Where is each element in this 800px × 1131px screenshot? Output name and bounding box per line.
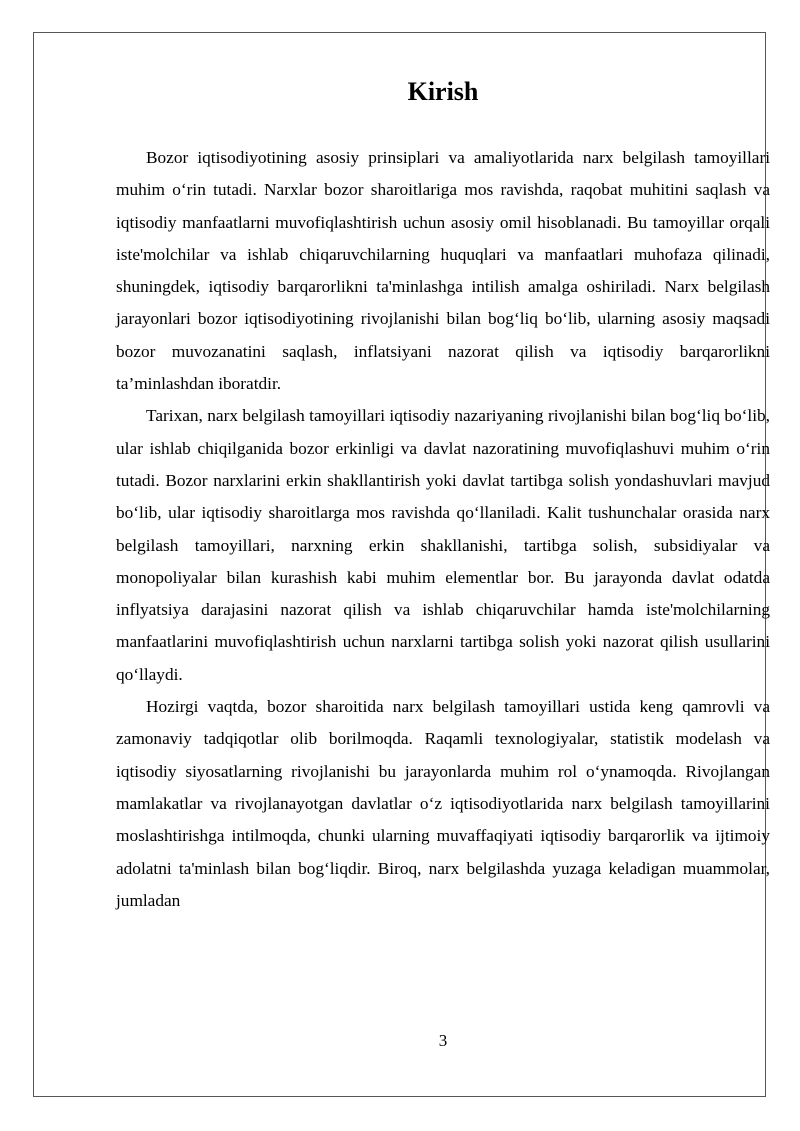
paragraph-3: Hozirgi vaqtda, bozor sharoitida narx belgilash tamoyillari ustida keng qamrovli va zamonaviy tadqiqotlar olib borilmoqda. Raqamli texnologiyalar, statistik modelash va iqtisodiy siyosatlarning rivojlanishi bu jarayonlarda muhim rol o‘ynamoqda. Rivojlangan mamlakatlar va rivojlanayotgan davlatlar o‘z iqtisodiyotlarida narx belgilash tamoyillarini moslashtirishga intilmoqda, chunki ularning muvaffaqiyati iqtisodiy barqarorlik va ijtimoiy adolatni ta'minlash bilan bog‘liqdir. Biroq, narx belgilashda yuzaga keladigan muammolar, jumladan (116, 697, 770, 910)
paragraph-2: Tarixan, narx belgilash tamoyillari iqtisodiy nazariyaning rivojlanishi bilan bog‘liq bo‘lib, ular ishlab chiqilganida bozor erkinligi va davlat nazoratining muvofiqlashuvi muhim o‘rin tutadi. Bozor narxlarini erkin shakllantirish yoki davlat tartibga solish yondashuvlari mavjud bo‘lib, ular iqtisodiy sharoitlarga mos ravishda qo‘llaniladi. Kalit tushunchalar orasida narx belgilash tamoyillari, narxning erkin shakllanishi, tartibga solish, subsidiyalar va monopoliyalar bilan kurashish kabi muhim elementlar bor. Bu jarayonda davlat odatda inflyatsiya darajasini nazorat qilish va ishlab chiqaruvchilar hamda iste'molchilarning manfaatlarini muvofiqlashtirish uchun narxlarni tartibga solish yoki nazorat qilish usullarini qo‘llaydi. (116, 406, 770, 684)
document-body (116, 142, 770, 917)
document-title: Kirish (407, 77, 479, 106)
paragraph-1: Bozor iqtisodiyotining asosiy prinsiplari va amaliyotlarida narx belgilash tamoyillari muhim o‘rin tutadi. Narxlar bozor sharoitlariga mos ravishda, raqobat muhitini saqlash va iqtisodiy manfaatlarni muvofiqlashtirish uchun asosiy omil hisoblanadi. Bu tamoyillar orqali iste'molchilar va ishlab chiqaruvchilarning huquqlari va manfaatlari muhofaza qilinadi, shuningdek, iqtisodiy barqarorlikni ta'minlashga intilish amalga oshiriladi. Narx belgilash jarayonlari bozor iqtisodiyotining rivojlanishi bilan bog‘liq bo‘lib, ularning asosiy maqsadi bozor muvozanatini saqlash, inflatsiyani nazorat qilish va iqtisodiy barqarorlikni ta’minlashdan iboratdir. (116, 148, 770, 394)
page-number: 3 (438, 1031, 448, 1050)
